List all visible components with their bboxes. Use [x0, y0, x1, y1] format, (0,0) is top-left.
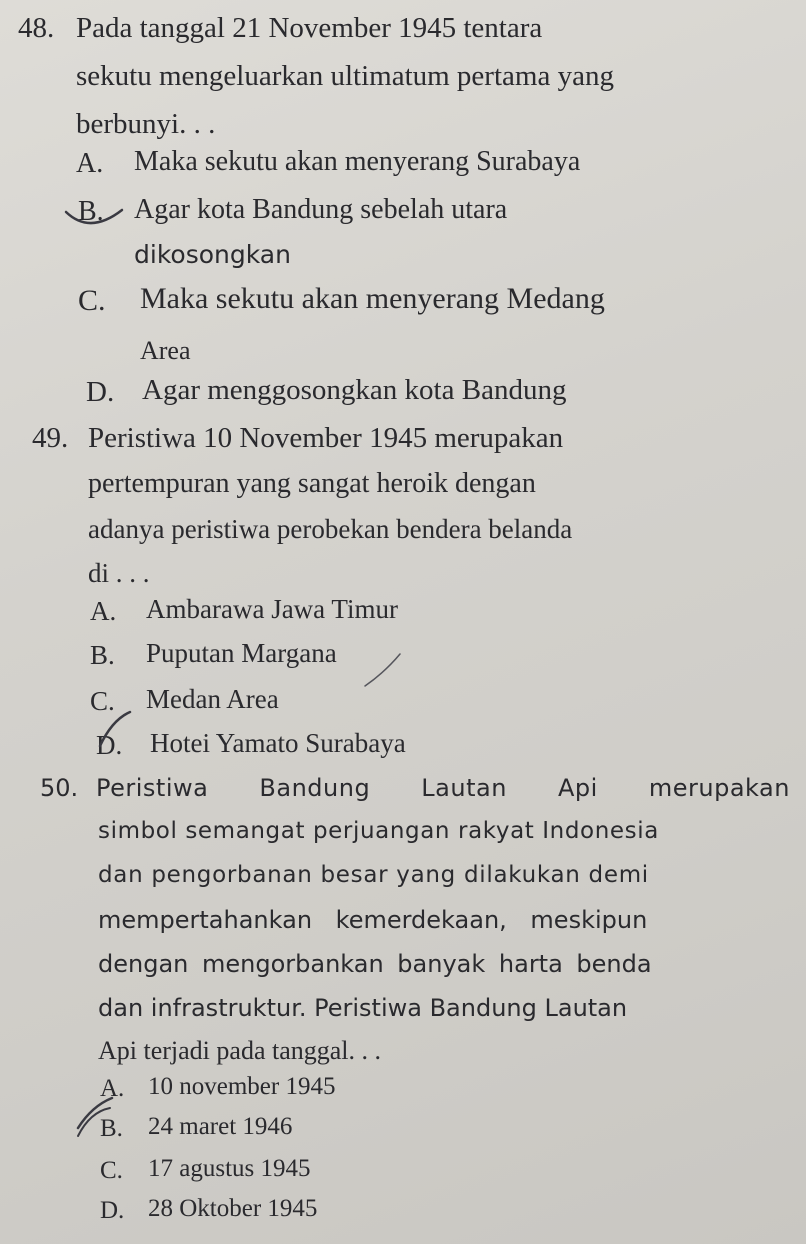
word: Lautan — [421, 774, 507, 802]
question-49-option-b-letter: B. — [90, 640, 115, 670]
question-50-stem-line-5: dengan mengorbankan banyak harta benda — [98, 950, 652, 978]
question-48-option-a-text: Maka sekutu akan menyerang Surabaya — [134, 146, 581, 177]
question-48-option-b-letter: B. — [78, 196, 104, 227]
pen-stroke-q49 — [365, 654, 400, 686]
question-50-stem-line-3: dan pengorbanan besar yang dilakukan demi — [98, 862, 649, 888]
question-48-option-b-text-line-1: Agar kota Bandung sebelah utara — [134, 194, 508, 225]
question-48-option-b-text-line-2: dikosongkan — [134, 240, 291, 269]
question-48-option-d-text: Agar menggosongkan kota Bandung — [142, 374, 567, 406]
question-50-option-d-letter: D. — [100, 1197, 125, 1224]
question-49-stem-line-2: pertempuran yang sangat heroik dengan — [88, 468, 536, 499]
question-50-stem-line-7: Api terjadi pada tanggal. . . — [98, 1036, 382, 1065]
question-49-option-c-text: Medan Area — [146, 684, 279, 714]
question-50-option-d-text: 28 Oktober 1945 — [148, 1195, 318, 1222]
question-50-stem-line-4: mempertahankan kemerdekaan, meskipun — [98, 906, 648, 934]
question-49-option-d-letter: D. — [96, 730, 123, 760]
question-49-number: 49. — [32, 422, 69, 454]
question-49-stem-line-1: Peristiwa 10 November 1945 merupakan — [88, 422, 564, 454]
question-48-option-a-letter: A. — [76, 148, 104, 179]
question-50-number: 50. — [40, 774, 79, 802]
question-50-option-c-letter: C. — [100, 1157, 123, 1184]
question-49-option-a-letter: A. — [90, 596, 117, 626]
question-48-option-d-letter: D. — [86, 376, 115, 408]
question-48-option-c-text-line-1: Maka sekutu akan menyerang Medang — [140, 282, 605, 315]
question-50-stem-line-1 — [96, 776, 790, 800]
question-50-option-a-text: 10 november 1945 — [148, 1073, 336, 1100]
question-50-stem-line-2: simbol semangat perjuangan rakyat Indonesia — [98, 818, 659, 844]
word: Bandung — [259, 774, 371, 802]
word: Peristiwa — [96, 774, 209, 802]
question-49-option-d-text: Hotei Yamato Surabaya — [150, 728, 406, 758]
question-50-option-b-text: 24 maret 1946 — [148, 1113, 293, 1140]
question-48-stem-line-2: sekutu mengeluarkan ultimatum pertama yang — [76, 60, 614, 92]
question-50-option-b-letter: B. — [100, 1115, 123, 1142]
word: Api — [557, 774, 598, 802]
question-49-stem-line-3: adanya peristiwa perobekan bendera belanda — [88, 514, 573, 544]
question-48-stem-line-3: berbunyi. . . — [76, 108, 216, 140]
question-48-option-c-text-line-2: Area — [140, 336, 191, 365]
question-50-option-c-text: 17 agustus 1945 — [148, 1155, 311, 1182]
question-50-option-a-letter: A. — [100, 1075, 125, 1102]
question-48-stem-line-1: Pada tanggal 21 November 1945 tentara — [76, 12, 543, 44]
question-50-stem-line-6: dan infrastruktur. Peristiwa Bandung Lautan — [98, 994, 628, 1022]
word: merupakan — [648, 774, 790, 802]
question-49-option-b-text: Puputan Margana — [146, 638, 337, 668]
question-48-number: 48. — [18, 12, 55, 44]
question-48-option-c-letter: C. — [78, 284, 106, 317]
question-49-option-c-letter: C. — [90, 686, 115, 716]
question-49-stem-line-4: di . . . — [88, 558, 150, 588]
question-49-option-a-text: Ambarawa Jawa Timur — [146, 594, 398, 624]
